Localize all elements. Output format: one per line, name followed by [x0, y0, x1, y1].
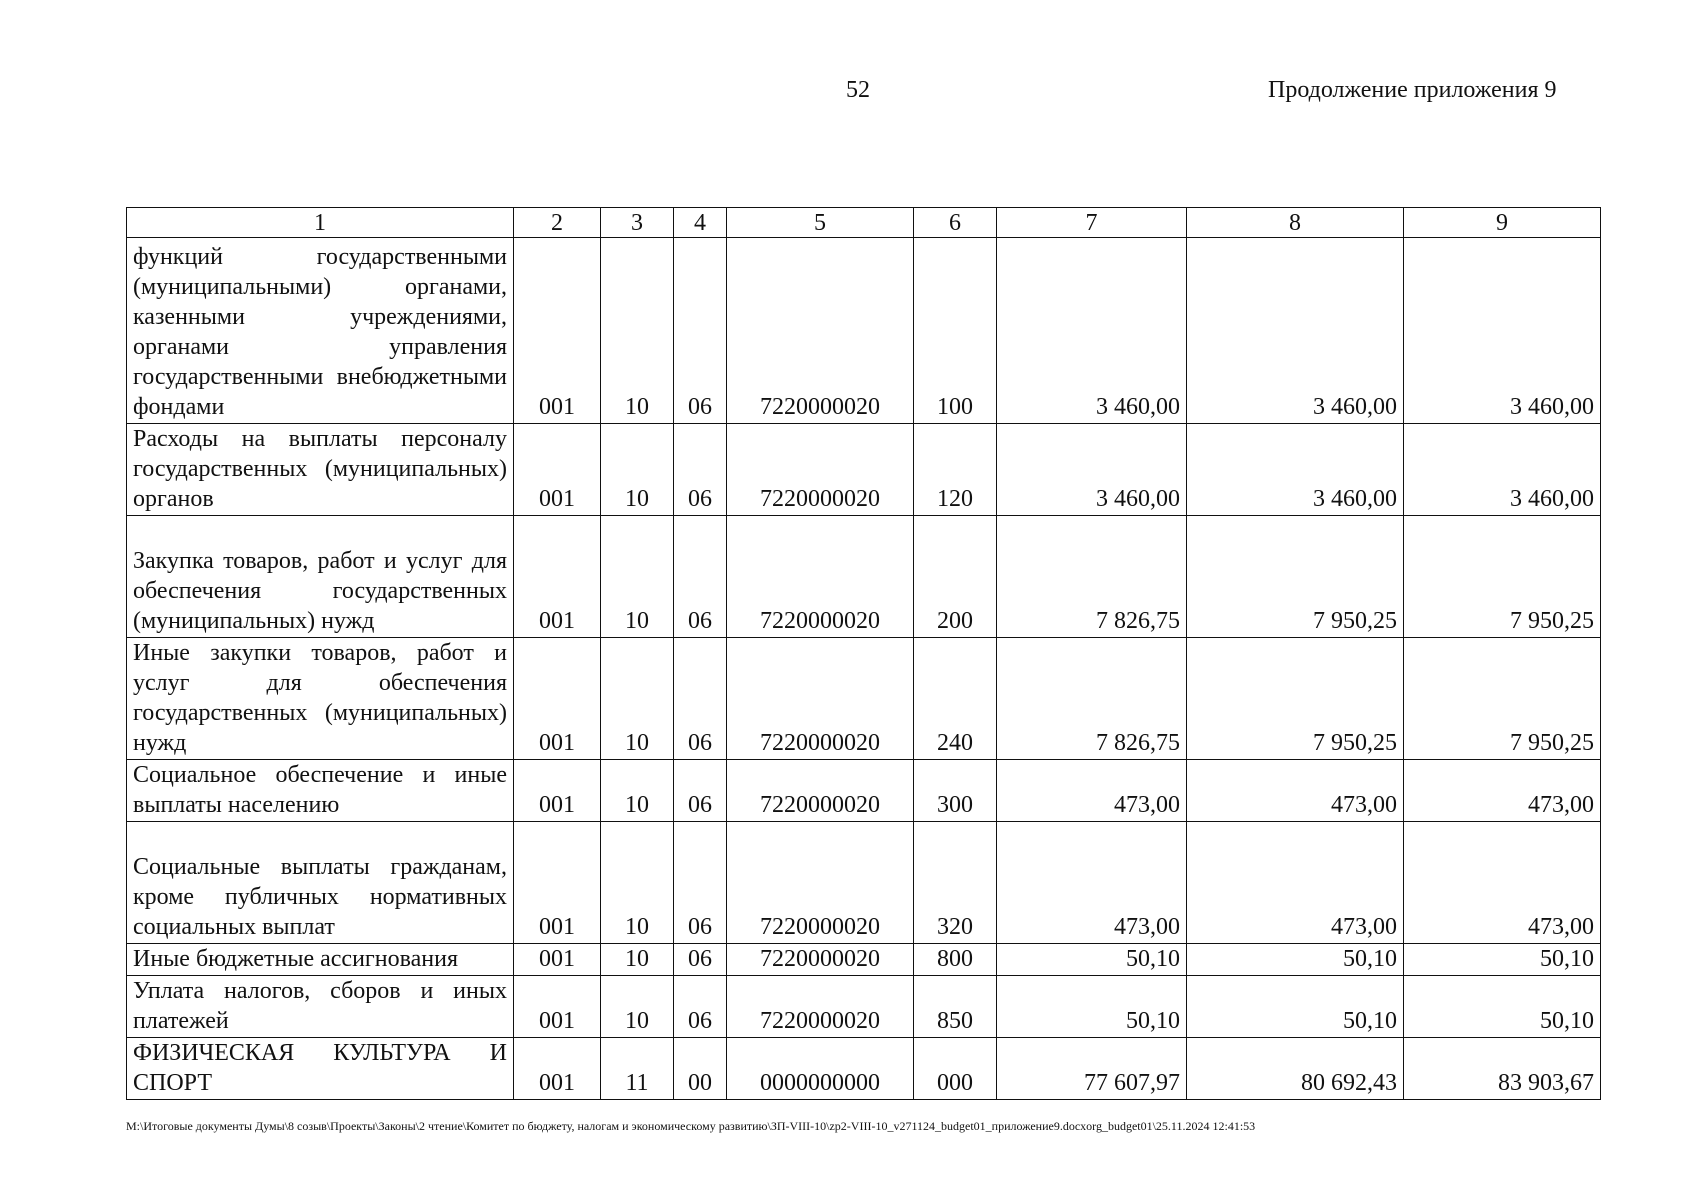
subsection-code: 06 [674, 238, 727, 424]
target-article-code: 7220000020 [727, 516, 914, 638]
target-article-code: 7220000020 [727, 638, 914, 760]
column-number: 2 [514, 208, 601, 238]
amount-col9: 50,10 [1404, 944, 1601, 976]
amount-col8: 3 460,00 [1187, 424, 1404, 516]
amount-col9: 3 460,00 [1404, 238, 1601, 424]
amount-col9: 7 950,25 [1404, 638, 1601, 760]
table-row [127, 638, 1601, 760]
appendix-title: Продолжение приложения 9 [1268, 77, 1557, 103]
subsection-code: 06 [674, 424, 727, 516]
amount-col8: 80 692,43 [1187, 1038, 1404, 1100]
expense-type-code: 320 [914, 822, 997, 944]
table-row [127, 976, 1601, 1038]
row-name: функций государственными (муниципальными) органами, казенными учреждениями, органами управления государственными внебюджетными фондами [127, 238, 514, 424]
budget-table [126, 207, 1601, 1100]
amount-col7: 7 826,75 [997, 638, 1187, 760]
grbs-code: 001 [514, 638, 601, 760]
amount-col8: 3 460,00 [1187, 238, 1404, 424]
section-code: 10 [601, 638, 674, 760]
amount-col9: 473,00 [1404, 822, 1601, 944]
expense-type-code: 100 [914, 238, 997, 424]
target-article-code: 7220000020 [727, 760, 914, 822]
column-number: 4 [674, 208, 727, 238]
subsection-code: 06 [674, 516, 727, 638]
amount-col7: 7 826,75 [997, 516, 1187, 638]
row-name: Социальное обеспечение и иные выплаты населению [127, 760, 514, 822]
amount-col9: 3 460,00 [1404, 424, 1601, 516]
table-row [127, 822, 1601, 944]
amount-col7: 50,10 [997, 976, 1187, 1038]
column-number: 8 [1187, 208, 1404, 238]
section-code: 11 [601, 1038, 674, 1100]
expense-type-code: 000 [914, 1038, 997, 1100]
subsection-code: 06 [674, 760, 727, 822]
amount-col8: 50,10 [1187, 976, 1404, 1038]
section-code: 10 [601, 424, 674, 516]
grbs-code: 001 [514, 516, 601, 638]
amount-col8: 7 950,25 [1187, 516, 1404, 638]
column-number: 1 [127, 208, 514, 238]
column-number: 5 [727, 208, 914, 238]
amount-col9: 50,10 [1404, 976, 1601, 1038]
section-code: 10 [601, 944, 674, 976]
section-code: 10 [601, 516, 674, 638]
target-article-code: 7220000020 [727, 976, 914, 1038]
table-row [127, 238, 1601, 424]
subsection-code: 06 [674, 976, 727, 1038]
target-article-code: 7220000020 [727, 238, 914, 424]
subsection-code: 06 [674, 822, 727, 944]
amount-col8: 473,00 [1187, 760, 1404, 822]
column-number: 7 [997, 208, 1187, 238]
row-name: Иные закупки товаров, работ и услуг для обеспечения государственных (муниципальных) нужд [127, 638, 514, 760]
subsection-code: 06 [674, 944, 727, 976]
table-row [127, 516, 1601, 638]
table-row [127, 424, 1601, 516]
section-code: 10 [601, 238, 674, 424]
expense-type-code: 200 [914, 516, 997, 638]
column-number: 9 [1404, 208, 1601, 238]
row-name: ФИЗИЧЕСКАЯ КУЛЬТУРА И СПОРТ [127, 1038, 514, 1100]
column-number: 6 [914, 208, 997, 238]
amount-col8: 7 950,25 [1187, 638, 1404, 760]
row-name: Иные бюджетные ассигнования [127, 944, 514, 976]
amount-col7: 3 460,00 [997, 238, 1187, 424]
amount-col9: 473,00 [1404, 760, 1601, 822]
row-name: Расходы на выплаты персоналу государственных (муниципальных) органов [127, 424, 514, 516]
subsection-code: 06 [674, 638, 727, 760]
subsection-code: 00 [674, 1038, 727, 1100]
table-row [127, 1038, 1601, 1100]
target-article-code: 7220000020 [727, 424, 914, 516]
amount-col7: 473,00 [997, 822, 1187, 944]
grbs-code: 001 [514, 238, 601, 424]
column-number-row [127, 208, 1601, 238]
row-name: Закупка товаров, работ и услуг для обеспечения государственных (муниципальных) нужд [127, 516, 514, 638]
amount-col7: 77 607,97 [997, 1038, 1187, 1100]
grbs-code: 001 [514, 424, 601, 516]
expense-type-code: 300 [914, 760, 997, 822]
grbs-code: 001 [514, 760, 601, 822]
expense-type-code: 850 [914, 976, 997, 1038]
grbs-code: 001 [514, 944, 601, 976]
grbs-code: 001 [514, 976, 601, 1038]
target-article-code: 0000000000 [727, 1038, 914, 1100]
section-code: 10 [601, 822, 674, 944]
column-number: 3 [601, 208, 674, 238]
grbs-code: 001 [514, 822, 601, 944]
amount-col8: 50,10 [1187, 944, 1404, 976]
table-row [127, 944, 1601, 976]
table-row [127, 760, 1601, 822]
target-article-code: 7220000020 [727, 822, 914, 944]
amount-col7: 473,00 [997, 760, 1187, 822]
target-article-code: 7220000020 [727, 944, 914, 976]
expense-type-code: 120 [914, 424, 997, 516]
footer-file-path: M:\Итоговые документы Думы\8 созыв\Проекты\Законы\2 чтение\Комитет по бюджету, налогам и экономическому развитию\ЗП-VIII-10\zp2-VIII-10_v271124_budget01_приложение9.docxorg_budget01\25.11.2024 12:41:53 [126, 1119, 1256, 1133]
section-code: 10 [601, 976, 674, 1038]
page-number: 52 [846, 77, 870, 103]
amount-col7: 50,10 [997, 944, 1187, 976]
amount-col9: 83 903,67 [1404, 1038, 1601, 1100]
amount-col8: 473,00 [1187, 822, 1404, 944]
grbs-code: 001 [514, 1038, 601, 1100]
expense-type-code: 240 [914, 638, 997, 760]
section-code: 10 [601, 760, 674, 822]
amount-col7: 3 460,00 [997, 424, 1187, 516]
amount-col9: 7 950,25 [1404, 516, 1601, 638]
expense-type-code: 800 [914, 944, 997, 976]
row-name: Социальные выплаты гражданам, кроме публичных нормативных социальных выплат [127, 822, 514, 944]
row-name: Уплата налогов, сборов и иных платежей [127, 976, 514, 1038]
